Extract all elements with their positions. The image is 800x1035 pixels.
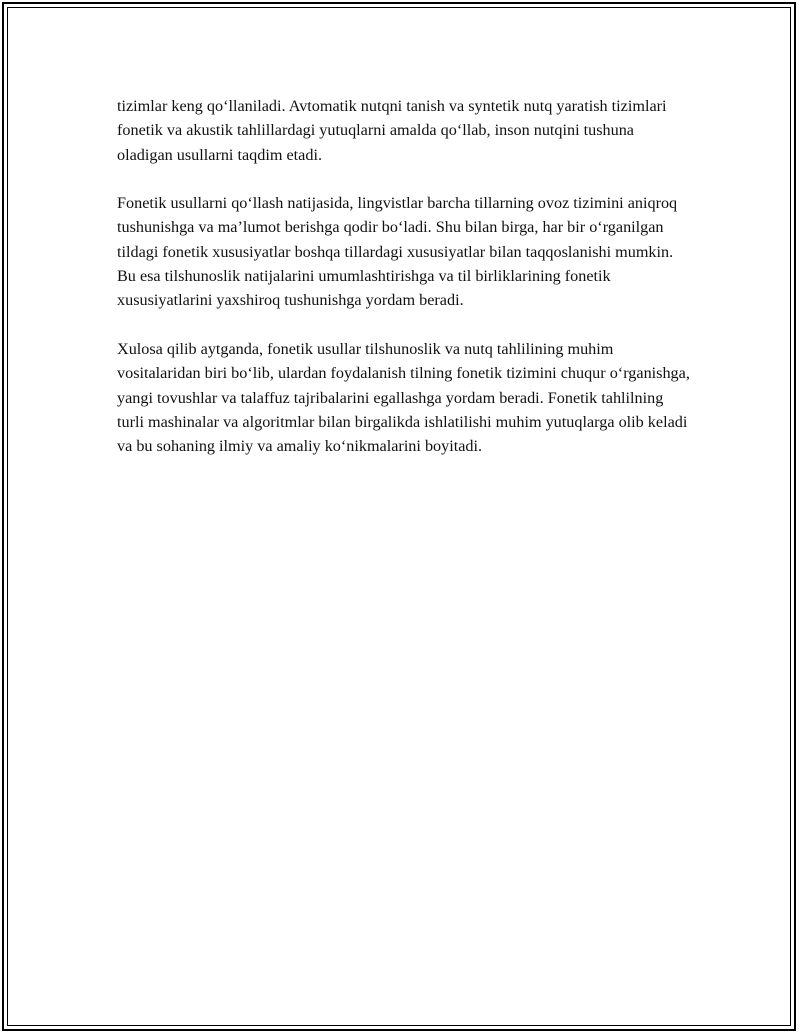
paragraph-1: tizimlar keng qo‘llaniladi. Avtomatik nutqni tanish va syntetik nutq yaratish tizimlari fonetik va akustik tahlillardagi yutuqlarni amalda qo‘llab, inson nutqini tushuna oladigan usullarni taqdim etadi. (117, 97, 667, 164)
paragraph-3: Xulosa qilib aytganda, fonetik usullar tilshunoslik va nutq tahlilining muhim vositalaridan biri bo‘lib, ulardan foydalanish tilning fonetik tizimini chuqur o‘rganishga, yangi tovushlar va talaffuz tajribalarini egallashga yordam beradi. Fonetik tahlilning turli mashinalar va algoritmlar bilan birgalikda ishlatilishi muhim yutuqlarga olib keladi va bu sohaning ilmiy va amaliy ko‘nikmalarini boyitadi. (117, 339, 690, 456)
paragraph-2: Fonetik usullarni qo‘llash natijasida, lingvistlar barcha tillarning ovoz tizimini aniqroq tushunishga va ma’lumot berishga qodir bo‘ladi. Shu bilan birga, har bir o‘rganilgan tildagi fonetik xususiyatlar boshqa tillardagi xususiyatlar bilan taqqoslanishi mumkin. Bu esa tilshunoslik natijalarini umumlashtirishga va til birliklarining fonetik xususiyatlarini yaxshiroq tushunishga yordam beradi. (117, 194, 678, 310)
document-body (117, 94, 692, 483)
